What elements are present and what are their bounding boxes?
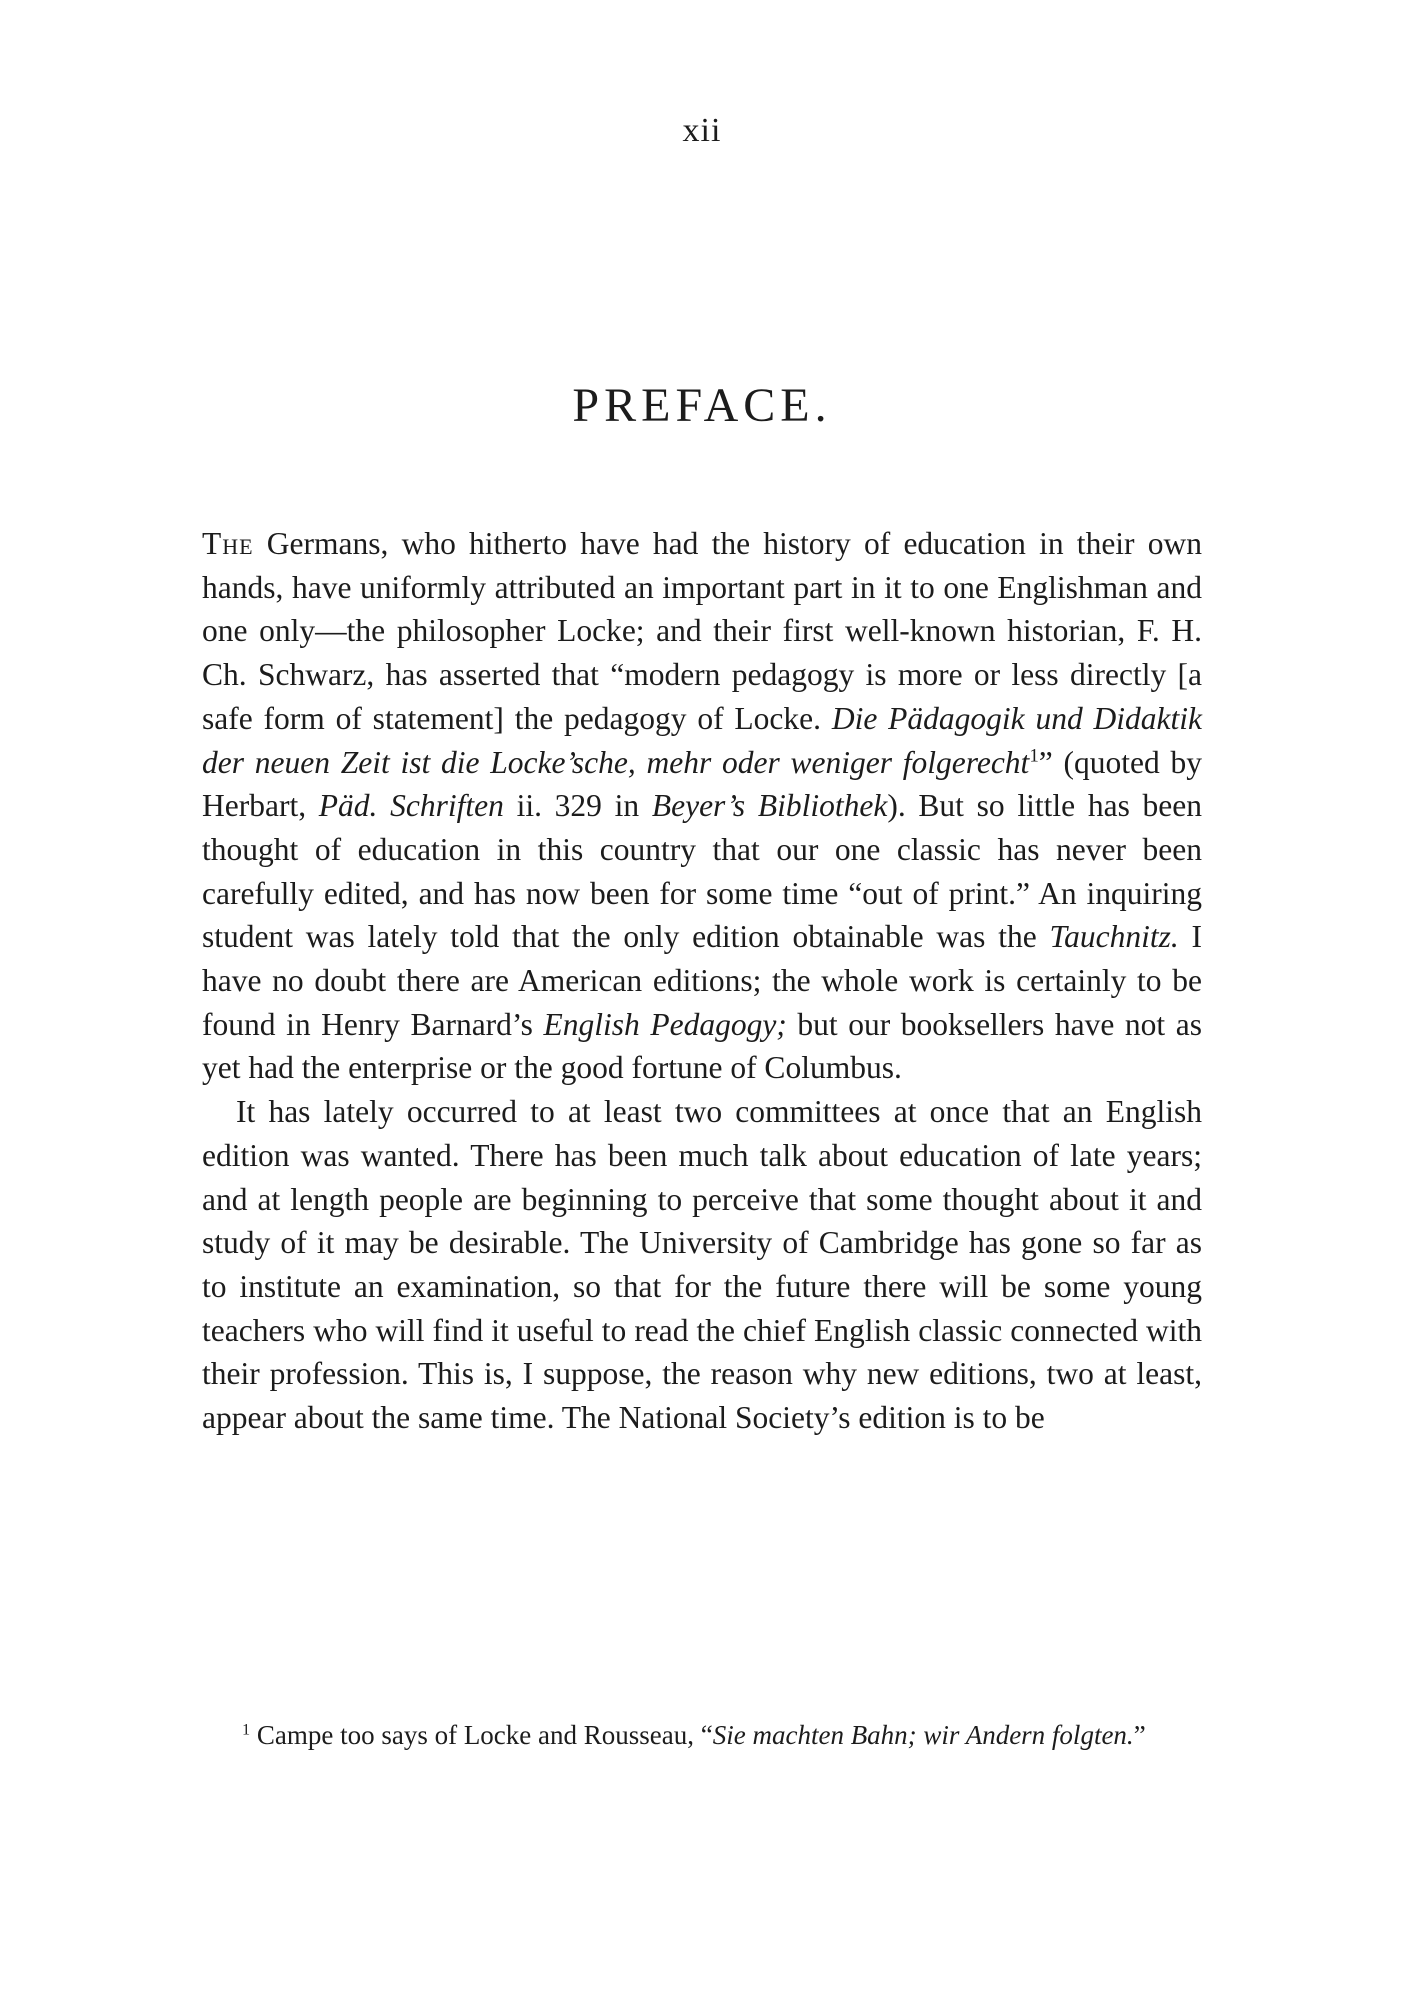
footnote-close: ”	[1133, 1720, 1146, 1750]
citation-beyers-bibliothek: Beyer’s Bibliothek	[651, 788, 888, 824]
paragraph-1-text-a: Germans, who hitherto have had the history of education in their own hands, have uniformly attributed an important part in it to one Englishman and one only—the philosopher Locke; and their first well-known historian, F. H. Ch. Schwarz, has asserted that “modern pedagogy is more or less directly [a safe form of statement] the pedagogy of Locke.	[202, 526, 1202, 736]
page-title: PREFACE.	[572, 379, 832, 432]
title-english-pedagogy: English Pedagogy;	[543, 1006, 787, 1042]
footnote-marker: 1	[242, 1720, 251, 1739]
footnote-text	[202, 1716, 1202, 1754]
footnote-lead: Campe too says of Locke and Rousseau, “	[250, 1720, 713, 1750]
paragraph-1-text-c: ii. 329 in	[503, 788, 652, 824]
footnote-reference: 1	[1029, 745, 1039, 767]
citation-pad-schriften: Päd. Schriften	[318, 788, 504, 824]
drop-lead-word: The	[202, 526, 254, 561]
footnote	[202, 1716, 1202, 1754]
german-quote: Die Pädagogik und Didaktik der neuen Zeit ist die Locke’sche, mehr oder weniger folgerecht	[202, 700, 1203, 780]
preface-body	[202, 522, 1202, 1440]
paragraph-1-text-d: ). But so little has been thought of education in this country that our one classic has never been carefully edited, and has now been for some time “out of print.” An inquiring student was lately told that the only edition obtainable was the	[202, 788, 1203, 955]
paragraph-1-text-e: I have no doubt there are American editions; the whole work is certainly to be found in Henry Barnard’s	[202, 919, 1202, 1042]
footnote-german-quote: Sie machten Bahn; wir Andern folgten.	[712, 1720, 1134, 1750]
title-tauchnitz: Tauchnitz.	[1049, 919, 1179, 955]
page-number: xii	[682, 112, 722, 149]
paragraph-1-text-b: ” (quoted by Herbart,	[202, 744, 1202, 824]
paragraph-2: It has lately occurred to at least two committees at once that an English edition was wanted. There has been much talk about education of late years; and at length people are beginning to perceive that some thought about it and study of it may be desirable. The University of Cambridge has gone so far as to institute an examination, so that for the future there will be some young teachers who will find it useful to read the chief English classic connected with their profession. This is, I suppose, the reason why new editions, two at least, appear about the same time. The National Society’s edition is to be	[202, 1094, 1202, 1436]
paragraph-1-text-f: but our booksellers have not as yet had the enterprise or the good fortune of Columbus.	[202, 1006, 1202, 1086]
paragraph-1	[202, 522, 1202, 1090]
